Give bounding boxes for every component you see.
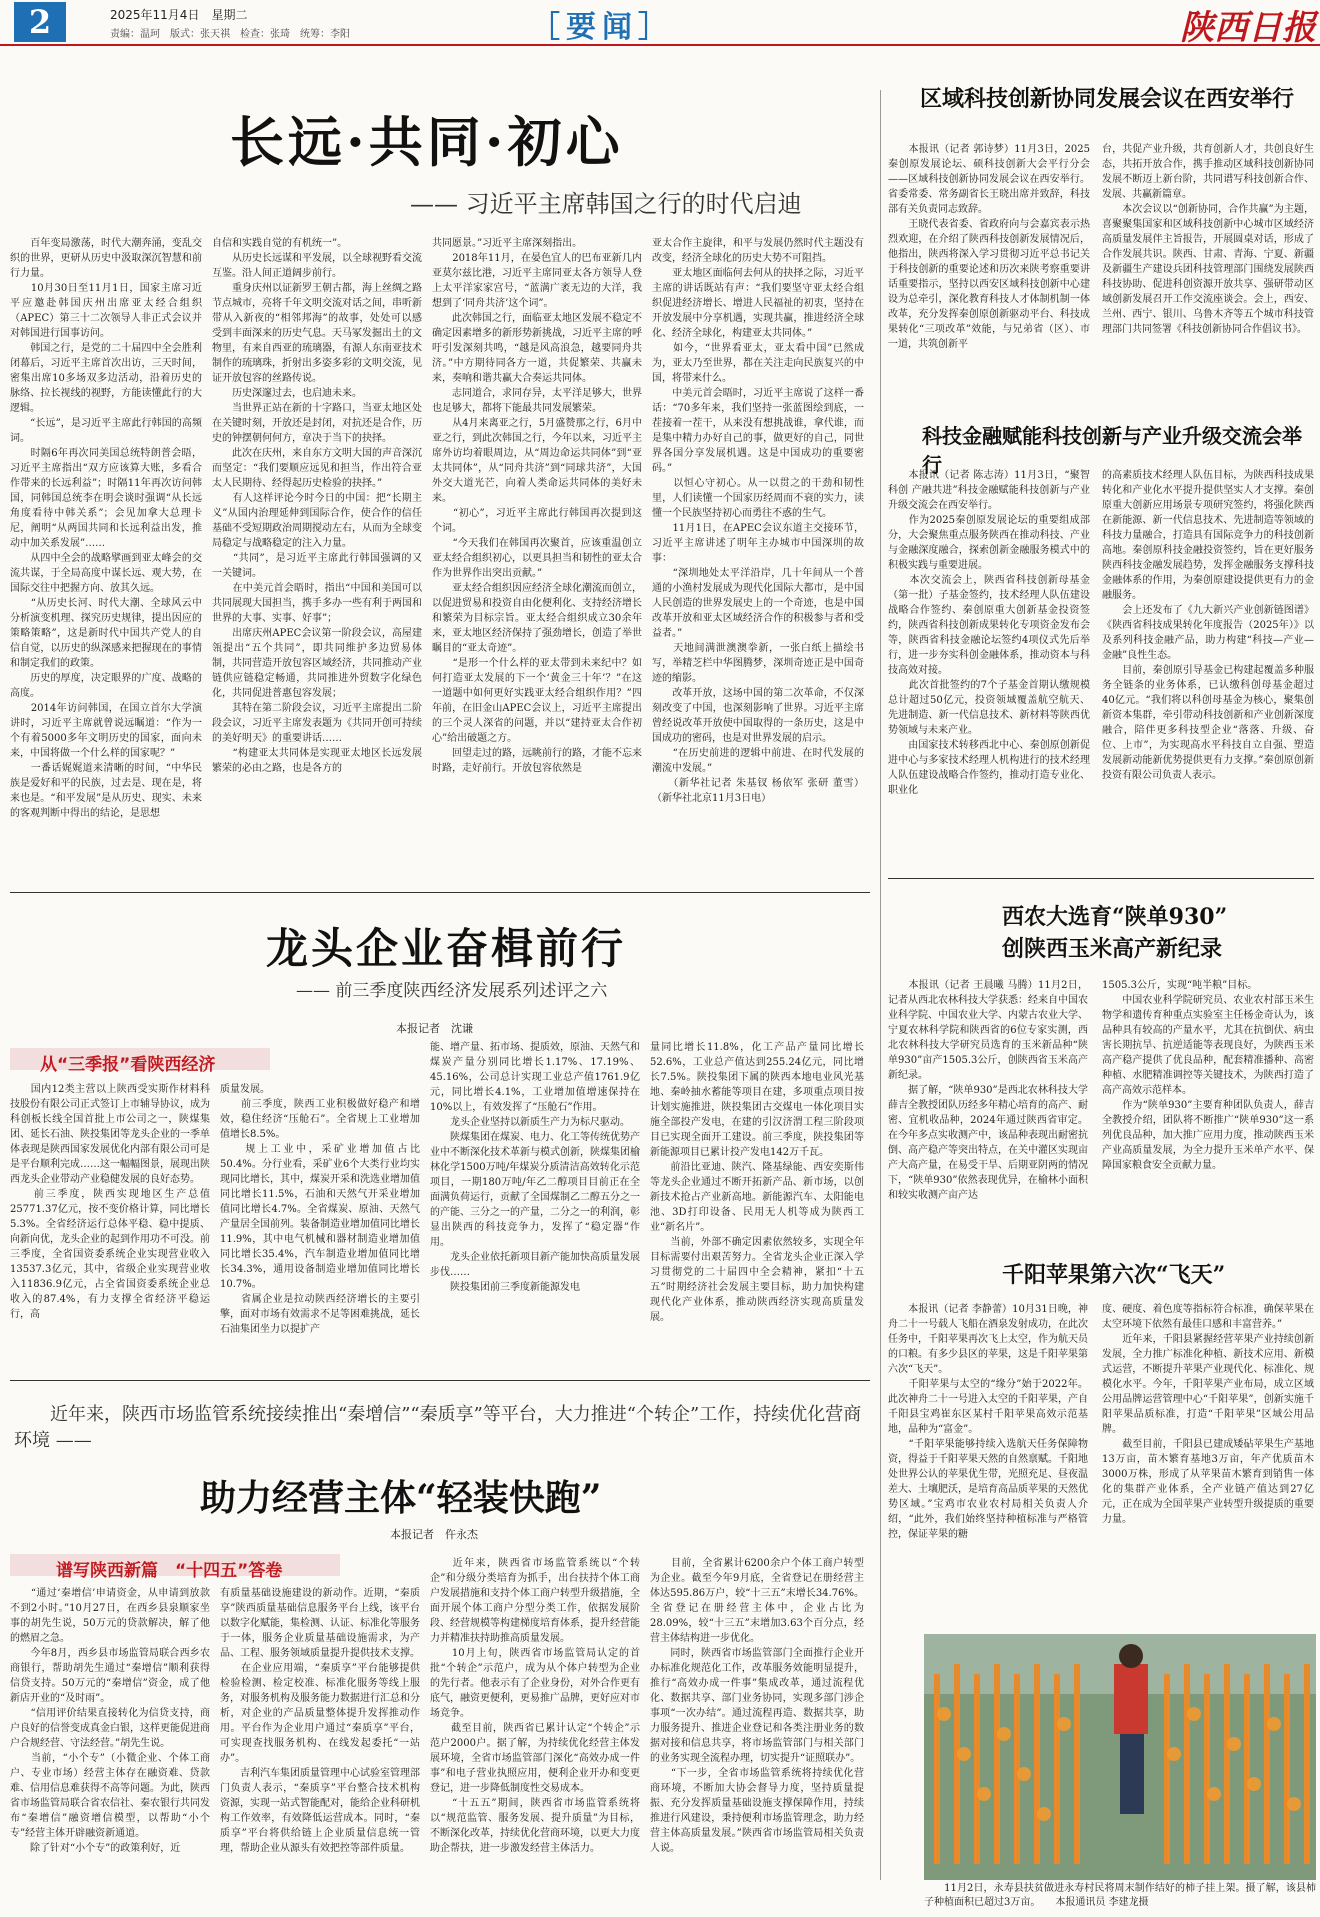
mid-tag: 从“三季报”看陕西经济	[40, 1055, 216, 1075]
right-article-1-col2: 台，共促产业升级，共育创新人才，共创良好生态，共拓开放合作，携手推动区域科技创新协同发展不断迈上新台阶，共同谱写科技创新合作、发展、共赢新篇章。 本次会议以“创新协同，合作共赢”为主题，喜聚聚集国家和区域科技创新中心城市区域经济高质量发展伴主旨报告，开展圆桌对话，形成了合作发展共识。陕西、甘肃、青海、宁夏、新疆及新疆生产建设兵团科技管理部门围绕发展陕西科技协助、促进科创资源开放共享、强研带动区域创新发展召开工作交流座谈会。会上，西安、兰州、西宁、银川、乌鲁木齐等五个城市科技管理部门共同签署《科技创新协同合作倡议书》。	[1102, 144, 1314, 335]
middle-top-rule	[10, 892, 870, 893]
right-article-3-col1: 本报讯（记者 王晨曦 马腾）11月2日，记者从西北农林科技大学获悉：经来自中国农业科学院、中国农业大学、内蒙古农业大学、宁夏农林科学院和陕西省的6位专家实测，西北农林科技大学研究员选育的玉米新品种“陕单930”亩产1505.3公斤，创陕西省玉米高产新纪录。 据了解，“陕单930”是西北农林科技大学薛吉全教授团队历经多年精心培育的高产、耐密、宜机收品种，2024年通过陕西省审定。在今年多点实收测产中，该品种表现出耐密抗倒、高产稳产等突出特点，在关中灌区实现亩产大高产量，在易受干旱、后期亚阴两的情况下，“陕单930”依然表现优异，在榆林小面积和较实收测产亩产达	[888, 980, 1088, 1201]
mid-headline: 龙头企业奋楫前行	[266, 924, 627, 973]
mid-column-1: 国内12类主营以上陕西受实斯作材料科技股份有限公司正式签订上市辅导协议，成为科创板长线全国首批上市公司之一，陕煤集团、延长石油、陕投集团等龙头企业的一季单体表现是陕西国家发展优化内部有限公司可是是平台顺利完成……这一幅幅图景，展现出陕西龙头企业带动产业稳健发展的良好态势。 前三季度，陕西实现地区生产总值25771.37亿元，按不变价格计算，同比增长5.3%。全省经济运行总体平稳、稳中提质、向新向优，龙头企业的起到作用功不可没。前三季度，全省国资委系统企业实现营业收入13537.3亿元，其中，省级企业实现营业收入11836.9亿元，占全省国资委系统企业总收入的87.4%，有力支撑全省经济平稳运行，高	[10, 1084, 210, 1320]
mid-column-2: 质量发展。 前三季度，陕西工业积极做好稳产和增效，稳住经济“压舱石”。全省规上工业增加值增长8.5%。 规上工业中，采矿业增加值占比50.4%。分行业看，采矿业6个大类行业均实现同比增长，其中，煤炭开采和洗选业增加值同比增长11.5%，石油和天然气开采业增加值同比增长4.7%。全省煤炭、原油、天然气产量居全国前列。装备制造业增加值同比增长11.9%，其中电气机械和器材制造业增加值同比增长35.4%，汽车制造业增加值同比增长34.3%，通用设备制造业增加值同比增长10.7%。 省属企业是拉动陕西经济增长的主要引擎，面对市场有效需求不足等困难挑战，延长石油集团坐力以提扩产	[220, 1084, 420, 1335]
right-article-4-col2: 度、硬度、着色度等指标符合标准，确保苹果在太空环境下依然有最佳口感和丰富营养。” 近年来，千阳县紧握经营苹果产业持续创新发展，全力推广标准化种植、新技术应用、新模式运营，不断提升苹果产业现代化、标准化、规模化水平。今年，千阳苹果产业布局，成立区域公用品牌运营管理中心“千阳苹果”，创新实施千阳苹果品质标准，打造“千阳苹果”区域公用品牌。 截至目前，千阳县已建成矮砧苹果生产基地13万亩，苗木繁育基地3万亩，年产优质苗木3000万株，形成了从苹果苗木繁育到销售一体化的集群产业体系，全产业链产值达到27亿元，正在成为全国苹果产业转型升级提质的重要力量。	[1102, 1304, 1314, 1525]
right-article-1-headline: 区域科技创新协同发展会议在西安举行	[920, 86, 1295, 112]
bottom-column-1: “通过‘秦增信’申请资金，从申请到放款不到2小时。”10月27日，在西乡县泉顺家坐事的胡先生说，50万元的贷款解决，解了他的燃眉之急。 今年8月，西乡县市场监管局联合西乡农商银行，帮助胡先生通过“秦增信”顺利获得信贷支持。50万元的“秦增信”资金，成了他新店开业的“及时雨”。 “信用评价结果直接转化为信贷支持，商户良好的信誉变成真金白银，这样更能促进商户合规经营、守法经营。”胡先生说。 当前，“小个专”（小微企业、个体工商户、专业市场）经营主体存在融资难、贷款难、信用信息难获得不高等问题。为此，陕西省市场监管局联合省农信社、秦农银行共同发布“秦增信”融资增信模型，以帮助“小个专”经营主体开辟融资新通道。 除了针对“小个专”的政策利好，近	[10, 1588, 210, 1854]
right-article-4-headline: 千阳苹果第六次“飞天”	[1002, 1262, 1226, 1288]
right-article-3-headline: 西农大选育“陕单930”	[1002, 904, 1228, 930]
newspaper-logo: 陕西日报	[1180, 8, 1316, 48]
right-article-2-col1: 本报讯（记者 陈志涛）11月3日，“聚智科创 产融共进”科技金融赋能科技创新与产业升级交流会在西安举行。 作为2025秦创原发展论坛的重要组成部分，大会聚焦重点服务陕西在推动科技、产业与金融深度融合，探索创新金融服务模式中的积极实践与重要进展。 本次交流会上，陕西省科技创新母基金（第一批）子基金签约，技术经理人队伍建设战略合作签约、秦创原重大创新基金投资签约，陕西省科技创新成果转化专项资金发布会等，陕西省科技金融论坛签约4项仪式先后举行，进一步夯实科创金融体系，推动资本与科技高效对接。 此次首批签约的7个子基金首期认缴规模总计超过50亿元，投资领域覆盖航空航天、先进制造、新一代信息技术、新材料等陕西优势领域与未来产业。 由国家技术转移西北中心、秦创原创新促进中心与多家技术经理人机构进行的技术经理人队伍建设战略合作签约，推动打造专业化、职业化	[888, 470, 1090, 796]
bottom-column-2: 有质量基础设施建设的新动作。近期，“秦质享”陕西质量基础信息服务平台上线，该平台以数字化赋能，集检测、认证、标准化等服务于一体，服务企业质量基础设施需求，为产品、工程、服务领域质量提升提供技术支撑。 在企业应用端，“秦质享”平台能够提供检验检测、检定校准、标准化服务等线上服务，对服务机构及服务能力数据进行汇总和分析，对企业的产品质量整体提升发挥推动作用。平台作为企业用户通过“秦质享”平台，可实现查找服务机构、在线发起委托“一站办”。 吉利汽车集团质量管理中心试验室管理部门负责人表示，“秦质享”平台整合技术机构资源，实现一站式智能配对，能给企业科研机构工作效率，有效降低运营成本。同时，“秦质享”平台将供给链上企业质量信息统一管理，帮助企业从源头有效把控等部件质量。	[220, 1588, 420, 1854]
bottom-byline: 本报记者 仵永杰	[390, 1528, 478, 1541]
right-article-2-col2: 的高素质技术经理人队伍目标，为陕西科技成果转化和产业化水平提升提供坚实人才支撑。秦创原重大创新应用场景专项研究签约，将强化陕西在新能源、新一代信息技术、先进制造等领域的科技力量融合，打造具有国际竞争力的科技创新高地。秦创原科技金融投资签约，旨在更好服务陕西科技金融发展趋势，发挥金融服务支撑科技金融体系的作用，为秦创原建设提供更有力的金融服务。 会上还发布了《九大新兴产业创新链图谱》《陕西省科技成果转化年度报告（2025年）》以及系列科技金融产品，助力构建“科技—产业—金融”良性生态。 目前，秦创原引导基金已构建起覆盖多种服务全链条的业务体系，已认缴科创母基金超过40亿元。“我们将以科创母基金为核心，聚集创新资本集群，牵引带动科技创新和产业创新深度融合，陪伴更多科技型企业“落落、升级、奋位、上市”，为实现高水平科技自立自强、塑造发展新动能新优势提供更有力支撑。”秦创原创新投资有限公司负责人表示。	[1102, 470, 1314, 781]
bottom-tag: 谱写陕西新篇 “十四五”答卷	[56, 1561, 283, 1581]
lead-column-2: 自信和实践自觉的有机统一”。 从历史长远谋和平发展，以全球视野看交流互鉴。沿人间正道阔步前行。 重身庆州以证新罗王朝古都，海上丝绸之路节点城市，亮将千年文明交流对话之间，串听新带从入新夜的“相邻邦海”的故事，处处可以感受到丰面深来的历史气息。天马冢发掘出土的文物里，有来自西亚的琉璃器，有源人东南亚技术制作的琉璃珠，折射出多姿多彩的文明交流，见证开放包容的丝路传说。 历史深邃过去，也启迪未来。 当世界正站在新的十字路口，当亚太地区处在关键时刻，开放还是封闭，对抗还是合作，历史的钟摆朝何何方，章决于当下的抉择。 此次在庆州，来自东方文明大国的声音深沉而坚定：“我们要顺应远见和担当，作出符合亚太人民期待、经得起历史检验的抉择。” 有人这样评论今时今日的中国：把“长期主义”从国内治理延伸到国际合作，使合作的信任基础不受短期政治周期搅动左右，从而为全球变局稳定与战略稳定的注入力量。 “共同”，是习近平主席此行韩国强调的又一关键词。 在中美元首会晤时，指出“中国和美国可以共同展现大国担当，携手多办一些有利于两国和世界的大事、实事、好事”； 出席庆州APEC会议第一阶段会议，高屋建瓴提出“五个共同”，即共同维护多边贸易体制，共同营造开放包容区域经济，共同推动产业链供应链稳定畅通，共同推进外贸数字化绿色化，共同促进普惠包容发展； 其特在第二阶段会议，习近平主席提出二阶段会议，习近平主席发表题为《共同开创可持续的美好明天》的重要讲话…… “构建亚太共同体是实现亚太地区长远发展繁荣的必由之路，也是各方的	[212, 238, 422, 774]
mid-subheadline: —— 前三季度陕西经济发展系列述评之六	[296, 981, 608, 1001]
bottom-column-3: 近年来，陕西省市场监管系统以“个转企”和分级分类培育为抓手，出台扶持个体工商户发展措施和支持个体工商户转型升级措施，全面开展个体工商户分型分类工作，依据发展阶段、经营规模等构建梯度培育体系，提升经营能力并精准扶持助推高质量发展。 10月上旬，陕西省市场监管局认定的首批“个转企”示范户，成为从个体户转型为企业的先行者。他表示有了企业身份，对外合作更有底气，融资更便利，更易推广品牌，更好应对市场竞争。 截至目前，陕西省已累计认定“个转企”示范户2000户。据了解，为持续优化经营主体发展环境，全省市场监管部门深化“高效办成一件事”和电子营业执照应用，便利企业开办和变更登记，进一步降低制度性交易成本。 “十五五”期间，陕西省市场监管系统将以“规范监管、服务发展、提升质量”为目标，不断深化改革，持续优化营商环境，以更大力度助企帮扶，进一步激发经营主体活力。	[430, 1558, 640, 1854]
lead-column-3: 共同愿景。”习近平主席深刻指出。 2018年11月，在晏色宜人的巴布亚新几内亚莫尔兹比港，习近平主席同亚太各方领导人登上太平洋家家宫号，“蓝满广袤无边的大洋，我想到了‘同舟共济’这个词”。 此次韩国之行，面临亚太地区发展不稳定不确定因素增多的新形势新挑战，习近平主席的呼吁引发深刻共鸣，“越是风高浪急，越要同舟共济。”中方期待同各方一道，共促繁荣、共赢未来，奏响和谐共赢大合奏运共同体。 志同道合，求同存异，太平洋足够大，世界也足够大，都将下能最共同发展繁荣。 从4月来离亚之行，5月盛赞那之行，6月中亚之行，到此次韩国之行，今年以来，习近平主席外访均着眼周边，从“周边命运共同体”到“亚太共同体”，从“同舟共济”到“同球共济”，大国外交大道光芒，向着人类命运共同体的美好未来。 “初心”，习近平主席此行韩国再次提到这个词。 “今天我们在韩国再次聚首，应该重温创立亚太经合组织初心，以更具担当和韧性的亚太合作为世界作出突出贡献。” 亚太经合组织因应经济全球化潮流而创立，以促进贸易和投资自由化便利化、支持经济增长和繁荣为目标宗旨。亚太经合组织成立30余年来，亚太地区经济保持了强劲增长，创造了举世瞩目的“亚太奇迹”。 “是形一个什么样的亚太带到未来纪中？如何打造亚太发展的下一个‘黄金三十年’？”在这一道题中如何更好实践亚太经合组织作用？”四年前，在旧金山APEC会议上，习近平主席提出的三个灵人深省的问题，并以“建持亚太合作初心”给出破题之方。 回望走过的路，远眺前行的路，才能不忘来时路，走好前行。开放包容依然是	[432, 238, 642, 774]
bottom-headline: 助力经营主体“轻装快跑”	[200, 1477, 602, 1519]
right-article-3-col2: 1505.3公斤，实现“吨半粮”目标。 中国农业科学院研究员、农业农村部玉米生物学和遗传育种重点实验室主任杨金奇认为，该品种具有较高的产量水平，尤其在抗倒伏、病虫害长期抗旱、抗逆适能等表现良好，为陕西玉米高产稳产提供了优良品种，配套精准播种、高密种植、水肥精准调控等关键技术，为陕西打造了高产高效示范样本。 作为“陕单930”主要育种团队负责人，薛吉全教授介绍，团队将不断推广“陕单930”这一系列优良品种，加大推广应用力度，推动陕西玉米产业高质量发展，为全力提升玉米单产水平、保障国家粮食安全贡献力量。	[1102, 980, 1314, 1171]
lead-subheadline: —— 习近平主席韩国之行的时代启迪	[410, 190, 802, 218]
bottom-column-4: 目前，全省累计6200余户个体工商户转型为企业。截至今年9月底，全省登记在册经营主体达595.86万户，较“十三五”末增长34.76%。全省登记在册经营主体中，企业占比为28.09%，较“十三五”末增加3.63个百分点，经营主体结构进一步优化。 同时，陕西省市场监管部门全面推行企业开办标准化规范化工作，改革服务效能明显提升，推行“高效办成一件事”集成改革，通过流程优化、数据共享、部门业务协同，实现多部门涉企事项“一次办结”。通过流程再造、数据共享，助力服务提升、推进企业登记和各类注册业务的数据对接和信息共享，将市场监管部门与相关部门的业务实现全流程办理，切实提升“证照联办”。 “下一步，全省市场监管系统将持续优化营商环境，不断加大协会督导力度，坚持质量提振、充分发挥质量基础设施支撑保障作用，持续推进行风建设，秉持便利市场监管理念，助力经营主体高质量发展。”陕西省市场监管局相关负责人说。	[650, 1558, 864, 1854]
lead-column-4: 亚太合作主旋律，和平与发展仍然时代主题没有改变，经济全球化的历史大势不可阻挡。 亚太地区面临何去何从的抉择之际，习近平主席的讲话既站有声：“我们要坚守亚太经合组织促进经济增长、增进人民福祉的初衷，坚持在开放发展中分享机遇，实现共赢，推进经济全球化、经济全球化，构建亚太共同体。” 如今，“世界看亚太，亚太看中国”已然成为，亚太乃至世界，都在关注走向民族复兴的中国，将带来什么。 中美元首会晤时，习近平主席说了这样一番话：“70多年来，我们坚持一张蓝图绘到底，一茬接着一茬干，从来没有想挑战谁，拿代谁，而是集中精力办好自己的事，做更好的自己，同世界各国分享发展机遇。这是中国成功的重要密码。” 以恒心守初心。从一以贯之的干劲和韧性里，人们读懂一个国家历经周而不衰的实力，读懂一个民族坚持初心而勇往不惑的生气。 11月1日，在APEC会议东道主交接环节，习近平主席讲述了明年主办城市中国深圳的故事： “深圳地处太平洋沿岸，几十年间从一个普通的小渔村发展成为现代化国际大都市，是中国人民创造的世界发展史上的一个奇迹，也是中国改革开放和亚太区域经济合作的积极参与者和受益者。” 天地间满泄澳澳拳新，一张白纸上描绘书写，举精芝栏中华图腾梦，深圳奇迹正是中国奇迹的缩影。 改革开放，这场中国的第二次革命，不仅深刻改变了中国，也深刻影响了世界。习近平主席曾经说改革开放使中国取得的一条历史，这是中国成功的密码，也是对世界发展的启示。 “在历史前进的逻辑中前进、在时代发展的潮流中发展。” （新华社记者 朱基钗 杨依军 张研 董雪）（新华社北京11月3日电）	[652, 238, 864, 804]
photo-caption: 11月2日，永寿县扶贫做进永寿村民将周末制作结好的柿子挂上架。摄了解，该县柿子种植面积已超过3万亩。 本报通讯员 李建龙摄	[924, 1883, 1316, 1908]
right-article-4-col1: 本报讯（记者 李静蕾）10月31日晚，神舟二十一号载人飞船在酒泉发射成功，在此次任务中，千阳苹果再次飞上太空，作为航天员的口粮。有多少县区的苹果，这是千阳苹果第六次“飞天”。 千阳苹果与太空的“缘分”始于2022年。此次神舟二十一号进入太空的千阳苹果，产自千阳县宝鸡崔东区某村千阳苹果高效示范基地，品种为“富金”。 “千阳苹果能够持续入选航天任务保障物资，得益于千阳苹果天然的自然禀赋。千阳地处世界公认的苹果优生带，光照充足、昼夜温差大、土壤肥沃，是培育高品质苹果的天然优势区域。”宝鸡市农业农村局相关负责人介绍，“此外，我们始终坚持种植标准与严格管控，保证苹果的糖	[888, 1304, 1088, 1540]
mid-column-4: 量同比增长11.8%，化工产品产量同比增长52.6%，工业总产值达到255.24亿元，同比增长7.5%。陕投集团下属的陕西本地电业风光基地、秦岭抽水蓄能等项目在建，多项重点项目按计划实施推进，陕投集团古交煤电一体化项目实施全部投产发电，在建的引汉济渭工程三阶段项目已实现全面开工建设。前三季度，陕投集团等新能源项目已累计投产发电142万千瓦。 前沿比亚迪、陕汽、隆基绿能、西安奕斯伟等龙头企业通过不断开拓新产品、新市场，以创新技术抢占产业新高地。新能源汽车、太阳能电池、3D打印设备、民用无人机等成为陕西工业“新名片”。 当前，外部不确定因素依然较多，实现全年目标需要付出艰苦努力。全省龙头企业正深入学习贯彻党的二十届四中全会精神，紧扣“十五五”时期经济社会发展主要目标，助力加快构建现代化产业体系，推动陕西经济实现高质量发展。	[650, 1042, 864, 1323]
persimmon-photo	[924, 1634, 1316, 1880]
editor-credits: 责编：温珂 版式：张天祺 检查：张琦 统筹：李阳	[110, 29, 350, 40]
mid-byline: 本报记者 沈谦	[396, 1022, 473, 1035]
section-rule	[888, 878, 1314, 879]
column-divider	[880, 90, 881, 1880]
page-number: 2	[14, 2, 66, 42]
lead-column-1: 百年变局激荡，时代大潮奔涌，变乱交织的世界，更研从历史中汲取深沉智慧和前行力量。 10月30日至11月1日，国家主席习近平应邀赴韩国庆州出席亚太经合组织（APEC）第三十二次领导人非正式会议并对韩国进行国事访问。 韩国之行，是党的二十届四中全会胜利闭幕后，习近平主席首次出访，三天时间，密集出席10多场双多边活动，沿着历史的脉络、拉长视线的视野，方能读懂此行的大逻辑。 “长远”，是习近平主席此行韩国的高频词。 时隔6年再次同美国总统特朗普会晤，习近平主席指出“双方应该算大账，多看合作带来的长远利益”；时隔11年再次访问韩国，同韩国总统李在明会谈时强调“从长远角度看待中韩关系”；会见加拿大总理卡尼，阐明“从两国共同和长远利益出发，推动中加关系发展”…… 从四中全会的战略擘画到亚太峰会的交流共谋，于全局高度中谋长远、观大势，在国际交往中把握方向、放其久远。 “从历史长河、时代大潮、全球风云中分析演变机理、探究历史规律，提出因应的策略策略”，这是新时代中国共产党人的自信自觉，以历史的纵深感来把握现在的事情和制定我们的政策。 历史的厚度，决定眼界的广度、战略的高度。 2014年访问韩国，在国立首尔大学演讲时，习近平主席就曾说远瞩道：“作为一个有着5000多年文明历史的国家，面向未来，中国将做一个什么样的国家呢？” 一番话娓娓道来清晰的时间，“中华民族是爱好和平的民族，过去是、现在是，将来也是。“和平发展”是从历史、现实、未来的客观判断中得出的结论，是思想	[10, 238, 202, 819]
lead-headline: 长远·共同·初心	[230, 110, 624, 174]
mid-column-3: 能、增产量、拓市场、提质效，原油、天然气和煤炭产量分别同比增长1.17%、17.19%、45.16%，公司总计实现工业总产值1761.9亿元，同比增长4.1%，工业增加值增速保持在10%以上，有效发挥了“压舱石”作用。 龙头企业坚持以新质生产力为标尺驱动。 陕煤集团在煤炭、电力、化工等传统优势产业中不断深化技术革新与模式创新，陕煤集团榆林化学1500万吨/年煤炭分质清洁高效转化示范项目，一期180万吨/年乙二醇项目目前正在全面满负荷运行，贡献了全国煤制乙二醇五分之一的产能、三分之一的产量，二分之一的利润，彰显出陕西的科技竞争力，发挥了“稳定器”作用。 龙头企业依托新项目新产能加快高质量发展步伐…… 陕投集团前三季度新能源发电	[430, 1042, 640, 1293]
bottom-top-rule	[10, 1380, 870, 1381]
persimmon-photo-illustration	[924, 1634, 1316, 1880]
right-article-3-subheadline: 创陕西玉米高产新纪录	[1002, 936, 1223, 962]
bottom-lead-text: 近年来，陕西市场监管系统接续推出“秦增信”“秦质享”等平台，大力推进“个转企”工作，持续优化营商环境 ——	[14, 1404, 862, 1451]
section-title: ［要闻］	[530, 10, 674, 45]
right-article-2-headline: 科技金融赋能科技创新与产业升级交流会举行	[922, 424, 1302, 477]
masthead	[0, 0, 1320, 46]
issue-date: 2025年11月4日 星期二	[110, 8, 248, 22]
right-article-1-col1: 本报讯（记者 郭诗梦）11月3日，2025秦创原发展论坛、硕科技创新大会平行分会——区域科技创新协同发展会议在西安举行。省委常委、常务副省长王晓出席并致辞，科技部有关负责同志致辞。 王晓代表省委、省政府向与会嘉宾表示热烈欢迎，在介绍了陕西科技创新发展情况后，他指出，陕西将深入学习贯彻习近平总书记关于科技创新的重要论述和历次来陕考察重要讲话重要指示，坚持以西安区域科技创新中心建设为总牵引，深化教育科技人才体制机制一体改革，充分发挥秦创原创新驱动平台、科技成果转化“三项改革”效能，与兄弟省（区）、市一道，共筑创新平	[888, 144, 1090, 350]
